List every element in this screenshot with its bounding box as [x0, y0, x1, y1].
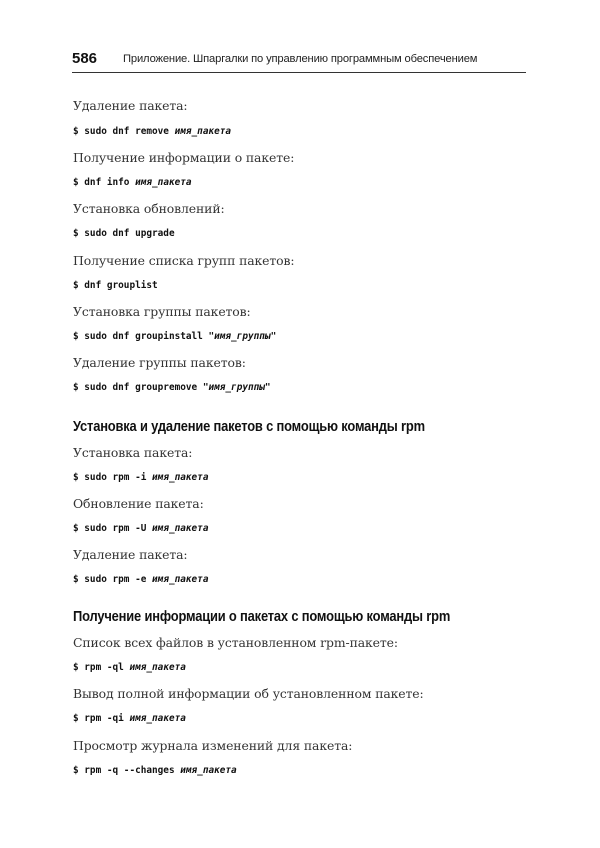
running-title: Приложение. Шпаргалки по управлению программным обеспечением	[123, 53, 478, 65]
command-description: Получение списка групп пакетов:	[73, 253, 295, 268]
command-line: $ rpm -qi имя_пакета	[73, 713, 186, 724]
section-heading: Установка и удаление пакетов с помощью команды rpm	[73, 418, 425, 435]
command-description: Список всех файлов в установленном rpm-пакете:	[73, 635, 398, 650]
command-description: Установка обновлений:	[73, 201, 225, 216]
command-description: Установка группы пакетов:	[73, 304, 251, 319]
command-description: Вывод полной информации об установленном пакете:	[73, 686, 424, 701]
command-line: $ rpm -q --changes имя_пакета	[73, 765, 237, 776]
command-line: $ dnf grouplist	[73, 280, 158, 291]
command-line: $ sudo dnf upgrade	[73, 228, 175, 239]
command-line: $ sudo rpm -e имя_пакета	[73, 574, 209, 585]
command-line: $ sudo rpm -U имя_пакета	[73, 523, 209, 534]
page-number: 586	[72, 50, 98, 67]
command-description: Удаление пакета:	[73, 547, 188, 562]
command-description: Просмотр журнала изменений для пакета:	[73, 738, 353, 753]
command-line: $ dnf info имя_пакета	[73, 177, 192, 188]
command-line: $ sudo dnf groupremove "имя_группы"	[73, 382, 271, 393]
command-description: Установка пакета:	[73, 445, 193, 460]
command-description: Удаление пакета:	[73, 98, 188, 113]
command-line: $ sudo dnf groupinstall "имя_группы"	[73, 331, 277, 342]
command-line: $ rpm -ql имя_пакета	[73, 662, 186, 673]
command-description: Удаление группы пакетов:	[73, 355, 246, 370]
command-description: Получение информации о пакете:	[73, 150, 295, 165]
section-heading: Получение информации о пакетах с помощью команды rpm	[73, 608, 451, 625]
command-line: $ sudo rpm -i имя_пакета	[73, 472, 209, 483]
page-header	[72, 50, 526, 73]
command-line: $ sudo dnf remove имя_пакета	[73, 126, 232, 137]
command-description: Обновление пакета:	[73, 496, 204, 511]
